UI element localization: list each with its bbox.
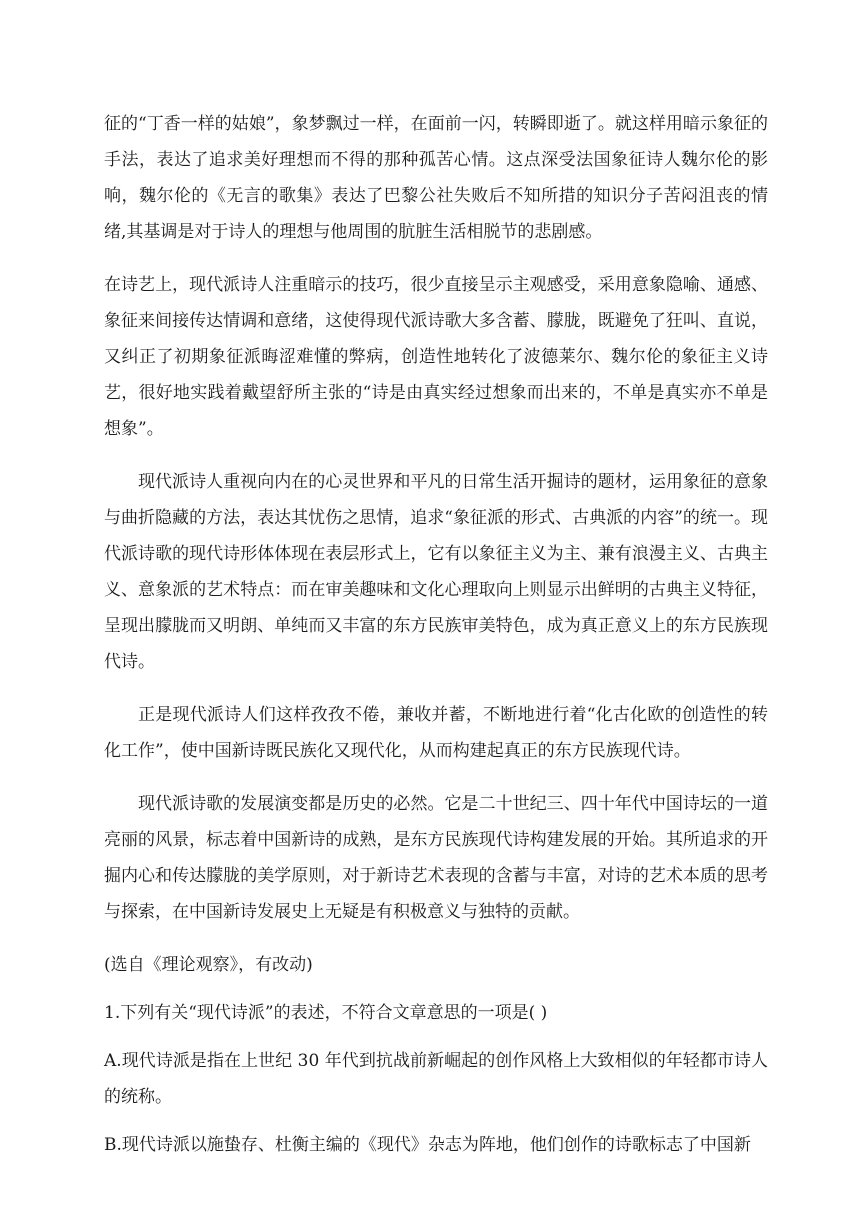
paragraph-conclusion: 现代派诗歌的发展演变都是历史的必然。它是二十世纪三、四十年代中国诗坛的一道亮丽的风景，标志着中国新诗的成熟，是东方民族现代诗构建发展的开始。其所追求的开掘内心和传达朦胧的美学原则，对于新诗艺术表现的含蓄与丰富，对诗的艺术本质的思考与探索，在中国新诗发展史上无疑是有积极意义与独特的贡献。 (104, 794, 768, 922)
option-b: B.现代诗派以施蛰存、杜衡主编的《现代》杂志为阵地，他们创作的诗歌标志了中国新 (104, 1135, 751, 1155)
source-citation: (选自《理论观察》，有改动) (104, 955, 313, 975)
option-a: A.现代诗派是指在上世纪 30 年代到抗战前新崛起的创作风格上大致相似的年轻都市诗人的统称。 (104, 1051, 768, 1107)
document-body (104, 106, 768, 1175)
paragraph-poetics: 在诗艺上，现代派诗人注重暗示的技巧，很少直接呈示主观感受，采用意象隐喻、通感、象征来间接传达情调和意绪，这使得现代派诗歌大多含蓄、朦胧，既避免了狂叫、直说，又纠正了初期象征派晦涩难懂的弊病，创造性地转化了波德莱尔、魏尔伦的象征主义诗艺，很好地实践着戴望舒所主张的“诗是由真实经过想象而出来的，不单是真实亦不单是想象”。 (104, 275, 768, 439)
paragraph-themes: 现代派诗人重视向内在的心灵世界和平凡的日常生活开掘诗的题材，运用象征的意象与曲折隐藏的方法，表达其忧伤之思情，追求“象征派的形式、古典派的内容”的统一。现代派诗歌的现代诗形体体现在表层形式上，它有以象征主义为主、兼有浪漫主义、古典主义、意象派的艺术特点：而在审美趣味和文化心理取向上则显示出鲜明的古典主义特征，呈现出朦胧而又明朗、单纯而又丰富的东方民族审美特色，成为真正意义上的东方民族现代诗。 (104, 472, 768, 672)
question-1: 1.下列有关“现代诗派”的表述，不符合文章意思的一项是( ) (104, 1003, 548, 1023)
paragraph-continuation: 征的“丁香一样的姑娘”，象梦飘过一样，在面前一闪，转瞬即逝了。就这样用暗示象征的手法，表达了追求美好理想而不得的那种孤苦心情。这点深受法国象征诗人魏尔伦的影响，魏尔伦的《无言的歌集》表达了巴黎公社失败后不知所措的知识分子苦闷沮丧的情绪,其基调是对于诗人的理想与他周围的肮脏生活相脱节的悲剧感。 (104, 114, 768, 242)
paragraph-transformation: 正是现代派诗人们这样孜孜不倦，兼收并蓄，不断地进行着“化古化欧的创造性的转化工作”，使中国新诗既民族化又现代化，从而构建起真正的东方民族现代诗。 (104, 705, 768, 761)
